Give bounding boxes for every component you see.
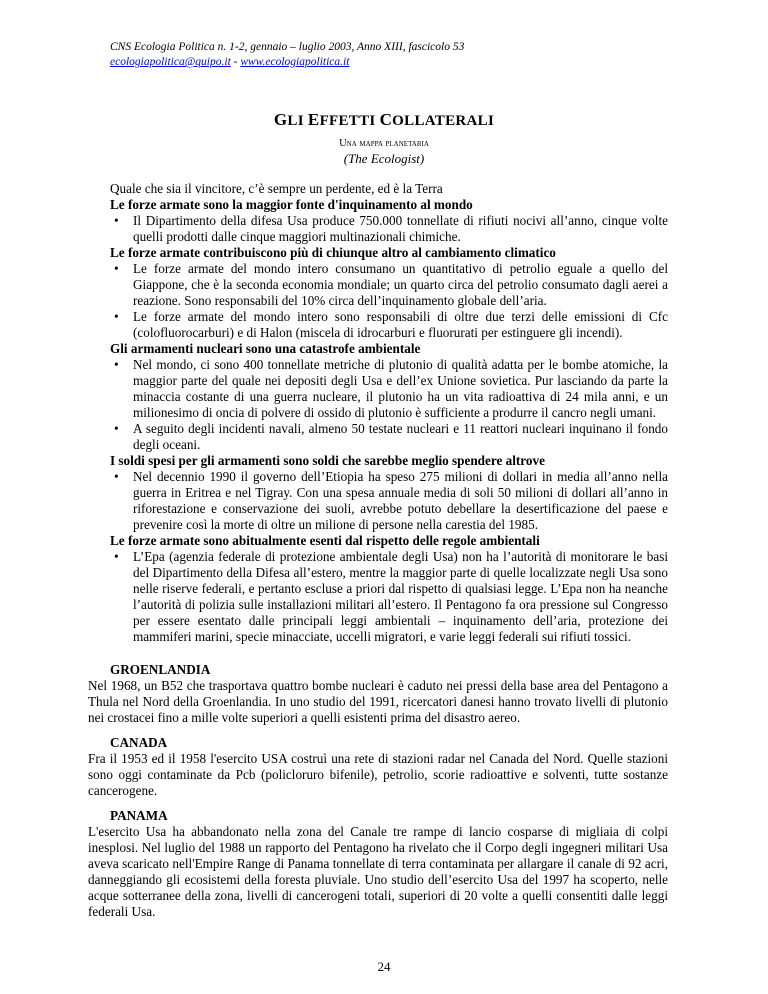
section-canada	[88, 735, 668, 799]
bullet-item: • Il Dipartimento della difesa Usa produce 750.000 tonnellate di rifiuti nocivi all’anno, cinque volte quelli prodotti dalle cinque maggiori multinazionali chimiche.	[133, 213, 668, 245]
title-part-3: OLLATERALI	[392, 113, 495, 129]
title-part-2: FFETTI	[319, 113, 380, 129]
title-initial-3: C	[379, 110, 393, 129]
bullet-item: • Nel mondo, ci sono 400 tonnellate metriche di plutonio di qualità adatta per le bombe atomiche, la maggior parte del quale nei depositi degli Usa e dell’ex Unione sovietica. Pur lasciando da parte la minaccia costante di una guerra nucleare, il plutonio ha un vita radioattiva di 24 mila anni, e un milionesimo di oncia di polvere di ossido di plutonio è sufficiente a produrre il cancro negli umani.	[133, 357, 668, 421]
section-body: L'esercito Usa ha abbandonato nella zona del Canale tre rampe di lancio cosparse di migliaia di colpi inesplosi. Nel luglio del 1988 un rapporto del Pentagono ha rivelato che il Corpo degli ingegneri militari Usa aveva scaricato nell'Empire Range di Panama tonnellate di terra contaminata per allargare il canale di 92 acri, danneggiando gli ecosistemi della foresta pluviale. Uno studio dell’esercito Usa del 1997 ha scoperto, nelle acque sotterranee della zona, livelli di cancerogeni totali, superiori di 20 volte a quelli consentiti dalle leggi federali Usa.	[88, 824, 668, 919]
bullet-list	[110, 261, 668, 341]
section-body: Nel 1968, un B52 che trasportava quattro bombe nucleari è caduto nei pressi della base area del Pentagono a Thula nel Nord della Groenlandia. In uno studio del 1991, ricercatori danesi hanno trovato livelli di plutonio nei crostacei fino a mille volte superiori a quelli esistenti prima del disastro aereo.	[88, 678, 668, 725]
article-source: (The Ecologist)	[343, 151, 425, 166]
journal-citation: CNS Ecologia Politica n. 1-2, gennaio – luglio 2003, Anno XIII, fascicolo 53	[110, 41, 465, 53]
bullet-item: • A seguito degli incidenti navali, almeno 50 testate nucleari e 11 reattori nucleari inquinano il fondo degli oceani.	[133, 421, 668, 453]
block-heading: Le forze armate sono abitualmente esenti dal rispetto delle regole ambientali	[110, 533, 540, 548]
section-groenlandia	[88, 662, 668, 726]
bullet-item: • Le forze armate del mondo intero sono responsabili di oltre due terzi delle emissioni di Cfc (colofluorocarburi) e di Halon (miscela di idrocarburi e fluorurati per estinguere gli incendi).	[133, 309, 668, 341]
link-separator: -	[230, 56, 241, 68]
block-heading: Gli armamenti nucleari sono una catastrofe ambientale	[110, 341, 421, 356]
block-heading: I soldi spesi per gli armamenti sono soldi che sarebbe meglio spendere altrove	[110, 453, 545, 468]
article-title	[0, 110, 768, 130]
section-body: Fra il 1953 ed il 1958 l'esercito USA costruì una rete di stazioni radar nel Canada del Nord. Quelle stazioni sono oggi contaminate da Pcb (policloruro bifenile), petrolio, scorie radioattive e solventi, tutte sostanze cancerogene.	[88, 751, 668, 798]
title-initial-2: E	[307, 110, 320, 129]
contact-line	[110, 55, 464, 70]
article-body	[110, 181, 668, 645]
block-heading: Le forze armate contribuiscono più di chiunque altro al cambiamento climatico	[110, 245, 556, 260]
block-heading: Le forze armate sono la maggior fonte d'inquinamento al mondo	[110, 197, 473, 212]
section-heading: GROENLANDIA	[110, 662, 211, 677]
intro-line: Quale che sia il vincitore, c’è sempre un perdente, ed è la Terra	[110, 181, 443, 196]
bullet-list	[110, 469, 668, 533]
section-heading: PANAMA	[110, 808, 168, 823]
bullet-list	[110, 213, 668, 245]
page-number: 24	[377, 959, 391, 974]
bullet-item: • Nel decennio 1990 il governo dell’Etiopia ha speso 275 milioni di dollari in media all’anno nella guerra in Eritrea e nel Tigray. Con una spesa annuale media di soli 50 milioni di dollari all’anno in riforestazione e conservazione dei suoli, avrebbe potuto debellare la desertificazione del paese e prevenire così la morte di oltre un milione di persone nella carestia del 1985.	[133, 469, 668, 533]
title-initial-1: G	[273, 110, 288, 129]
bullet-item: • L’Epa (agenzia federale di protezione ambientale degli Usa) non ha l’autorità di monitorare le basi del Dipartimento della Difesa all’estero, mentre la maggior parte di quelle localizzate negli Usa sono nelle riserve federali, e pertanto escluse a priori dal rispetto di qualsiasi legge. L’Epa non ha neanche l’autorità di polizia sulle installazioni militari all’estero. Il Pentagono fa ora pressione sul Congresso per essere esentato dalle principali leggi ambientali – inquinamento dell’aria, protezione dei mammiferi marini, specie minacciate, uccelli migratori, e varie leggi federali sui rifiuti tossici.	[133, 549, 668, 645]
bullet-list	[110, 357, 668, 453]
section-panama	[88, 808, 668, 920]
title-part-1: LI	[287, 113, 308, 129]
bullet-item: • Le forze armate del mondo intero consumano un quantitativo di petrolio eguale a quello del Giappone, che è la seconda economia mondiale; un quarto circa del petrolio consumato dagli aerei a reazione. Sono responsabili del 10% circa dell’inquinamento globale dell’aria.	[133, 261, 668, 309]
website-link[interactable]: www.ecologiapolitica.it	[240, 56, 350, 68]
article-subtitle: Una mappa planetaria	[339, 138, 429, 149]
bullet-list	[110, 549, 668, 645]
section-heading: CANADA	[110, 735, 168, 750]
email-link[interactable]: ecologiapolitica@quipo.it	[110, 56, 231, 68]
journal-header	[110, 40, 464, 70]
